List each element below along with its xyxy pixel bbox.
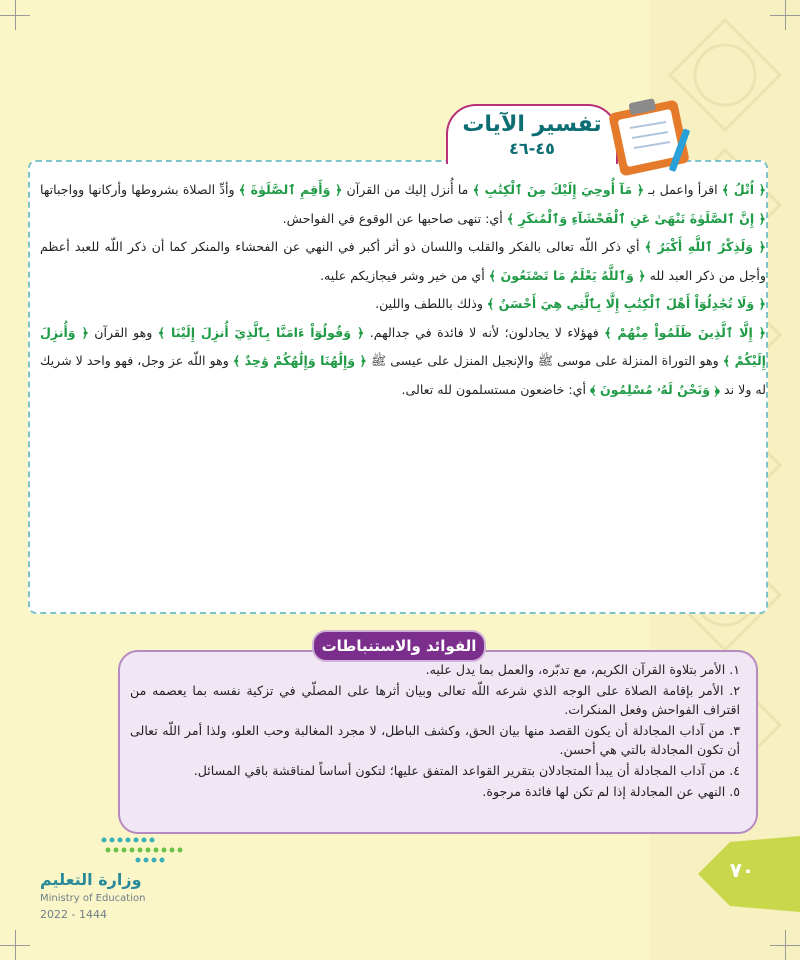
quran-phrase: ﴿ وَلَا تُجَٰدِلُوٓاْ أَهْلَ ٱلْكِتَٰبِ إِلَّا بِٱلَّتِي هِيَ أَحْسَنُ ﴾ bbox=[486, 296, 766, 311]
tafsir-phrase: أي ذكر اللّه تعالى بالفكر والقلب واللسان ذو أثر أكبر في النهي عن الفحشاء والمنكر كما أن ذكر اللّه للعبد أعظم وأجل من ذكر العبد لله bbox=[40, 239, 766, 283]
clipboard-icon bbox=[596, 88, 708, 188]
quran-phrase: ﴿ إِلَّا ٱلَّذِينَ ظَلَمُواْ مِنْهُمْ ﴾ bbox=[604, 324, 766, 340]
tafsir-phrase: وهو التوراة المنزلة على موسى ﷺ والإنجيل المنزل على عيسى ﷺ bbox=[366, 353, 723, 368]
quran-phrase: ﴿ اُتْلُ ﴾ bbox=[721, 182, 766, 197]
quran-phrase: ﴿ وَقُولُوٓاْ ءَامَنَّا بِٱلَّذِيٓ أُنزِلَ إِلَيْنَا ﴾ bbox=[157, 324, 365, 340]
quran-phrase: ﴿ وَأَقِمِ ٱلصَّلَوٰةَ ﴾ bbox=[238, 182, 343, 197]
benefit-item: ٣. من آداب المجادلة أن يكون القصد منها بيان الحق، وكشف الباطل، لا مجرد المغالبة وحب العلو، ولذا أمر اللّه تعالى أن تكون المجادلة بالتي هي أحسن. bbox=[130, 723, 740, 757]
tafsir-phrase: وذلك باللطف واللين. bbox=[375, 296, 487, 311]
ministry-name-en: Ministry of Education bbox=[40, 893, 146, 904]
quran-phrase: ﴿ وَٱللَّهُ يَعْلَمُ مَا تَصْنَعُونَ ﴾ bbox=[488, 267, 646, 283]
quran-phrase: ﴿ وَلَذِكْرُ ٱللَّهِ أَكْبَرُ ﴾ bbox=[644, 239, 766, 254]
tafsir-phrase: ما أُنزل إليك من القرآن bbox=[342, 182, 473, 197]
section-title: تفسير الآيات bbox=[462, 112, 602, 137]
quran-phrase: ﴿ وَإِلَٰهُنَا وَإِلَٰهُكُمْ وَٰحِدٌ ﴾ bbox=[232, 353, 367, 368]
tafsir-paragraph bbox=[40, 290, 766, 319]
quran-phrase: ﴿ إِنَّ ٱلصَّلَوٰةَ تَنْهَىٰ عَنِ ٱلْفَحْشَآءِ وَٱلْمُنكَرِ ﴾ bbox=[506, 210, 766, 226]
quran-phrase: ﴿ وَنَحْنُ لَهُۥ مُسْلِمُونَ ﴾ bbox=[589, 381, 721, 397]
edition-year: 2022 - 1444 bbox=[40, 908, 107, 921]
page-number: ٧٠ bbox=[729, 858, 755, 882]
tafsir-phrase: وهو اللّه عز وجل، فهو واحد لا شريك له ولا ند bbox=[40, 353, 766, 397]
tafsir-paragraph bbox=[40, 233, 766, 290]
section-header bbox=[446, 104, 618, 164]
crop-mark bbox=[15, 0, 16, 30]
verse-range: ٤٥-٤٦ bbox=[509, 139, 555, 158]
tafsir-phrase: وهو القرآن bbox=[88, 324, 158, 340]
crop-mark bbox=[15, 930, 16, 960]
benefit-item: ٥. النهي عن المجادلة إذا لم تكن لها فائدة مرجوة. bbox=[482, 784, 740, 799]
crop-mark bbox=[785, 0, 786, 30]
quran-phrase: ﴿ مَآ أُوحِيَ إِلَيْكَ مِنَ ٱلْكِتَٰبِ ﴾ bbox=[472, 182, 645, 197]
benefits-list bbox=[130, 660, 740, 803]
tafsir-phrase: وأدِّ الصلاة بشروطها وأركانها وواجباتها bbox=[40, 182, 239, 197]
tafsir-phrase: اقرأ واعمل بـ bbox=[644, 182, 722, 197]
ministry-name-ar: وزارة التعليم bbox=[40, 870, 142, 889]
quran-phrase: ﴿ وَأُنزِلَ إِلَيْكُمْ ﴾ bbox=[40, 324, 766, 368]
tafsir-phrase: فهؤلاء لا يجادلون؛ لأنه لا فائدة في جدالهم. bbox=[364, 324, 605, 340]
benefits-label: الفوائد والاستنباطات bbox=[312, 630, 486, 662]
tafsir-text bbox=[40, 176, 766, 596]
tafsir-phrase: أي: تنهى صاحبها عن الوقوع في الفواحش. bbox=[282, 210, 507, 226]
tafsir-phrase: أي من خير وشر فيجازيكم عليه. bbox=[320, 267, 489, 283]
crop-mark bbox=[785, 930, 786, 960]
tafsir-phrase: أي: خاضعون مستسلمون لله تعالى. bbox=[401, 381, 590, 397]
tafsir-paragraph bbox=[40, 176, 766, 233]
benefit-item: ٤. من آداب المجادلة أن يبدأ المتجادلان بتقرير القواعد المتفق عليها؛ لتكون أساساً لمناقشة باقي المسائل. bbox=[193, 763, 740, 778]
benefit-item: ١. الأمر بتلاوة القرآن الكريم، مع تدبّره، والعمل بما يدل عليه. bbox=[425, 662, 740, 677]
tafsir-paragraph bbox=[40, 319, 766, 405]
benefit-item: ٢. الأمر بإقامة الصلاة على الوجه الذي شرعه اللّه تعالى وبيان أثرها على المصلّي في تزكية نفسه بما يعصمه من اقتراف الفواحش وفعل المنكرات. bbox=[130, 683, 740, 717]
ministry-logo-icon bbox=[98, 830, 194, 864]
